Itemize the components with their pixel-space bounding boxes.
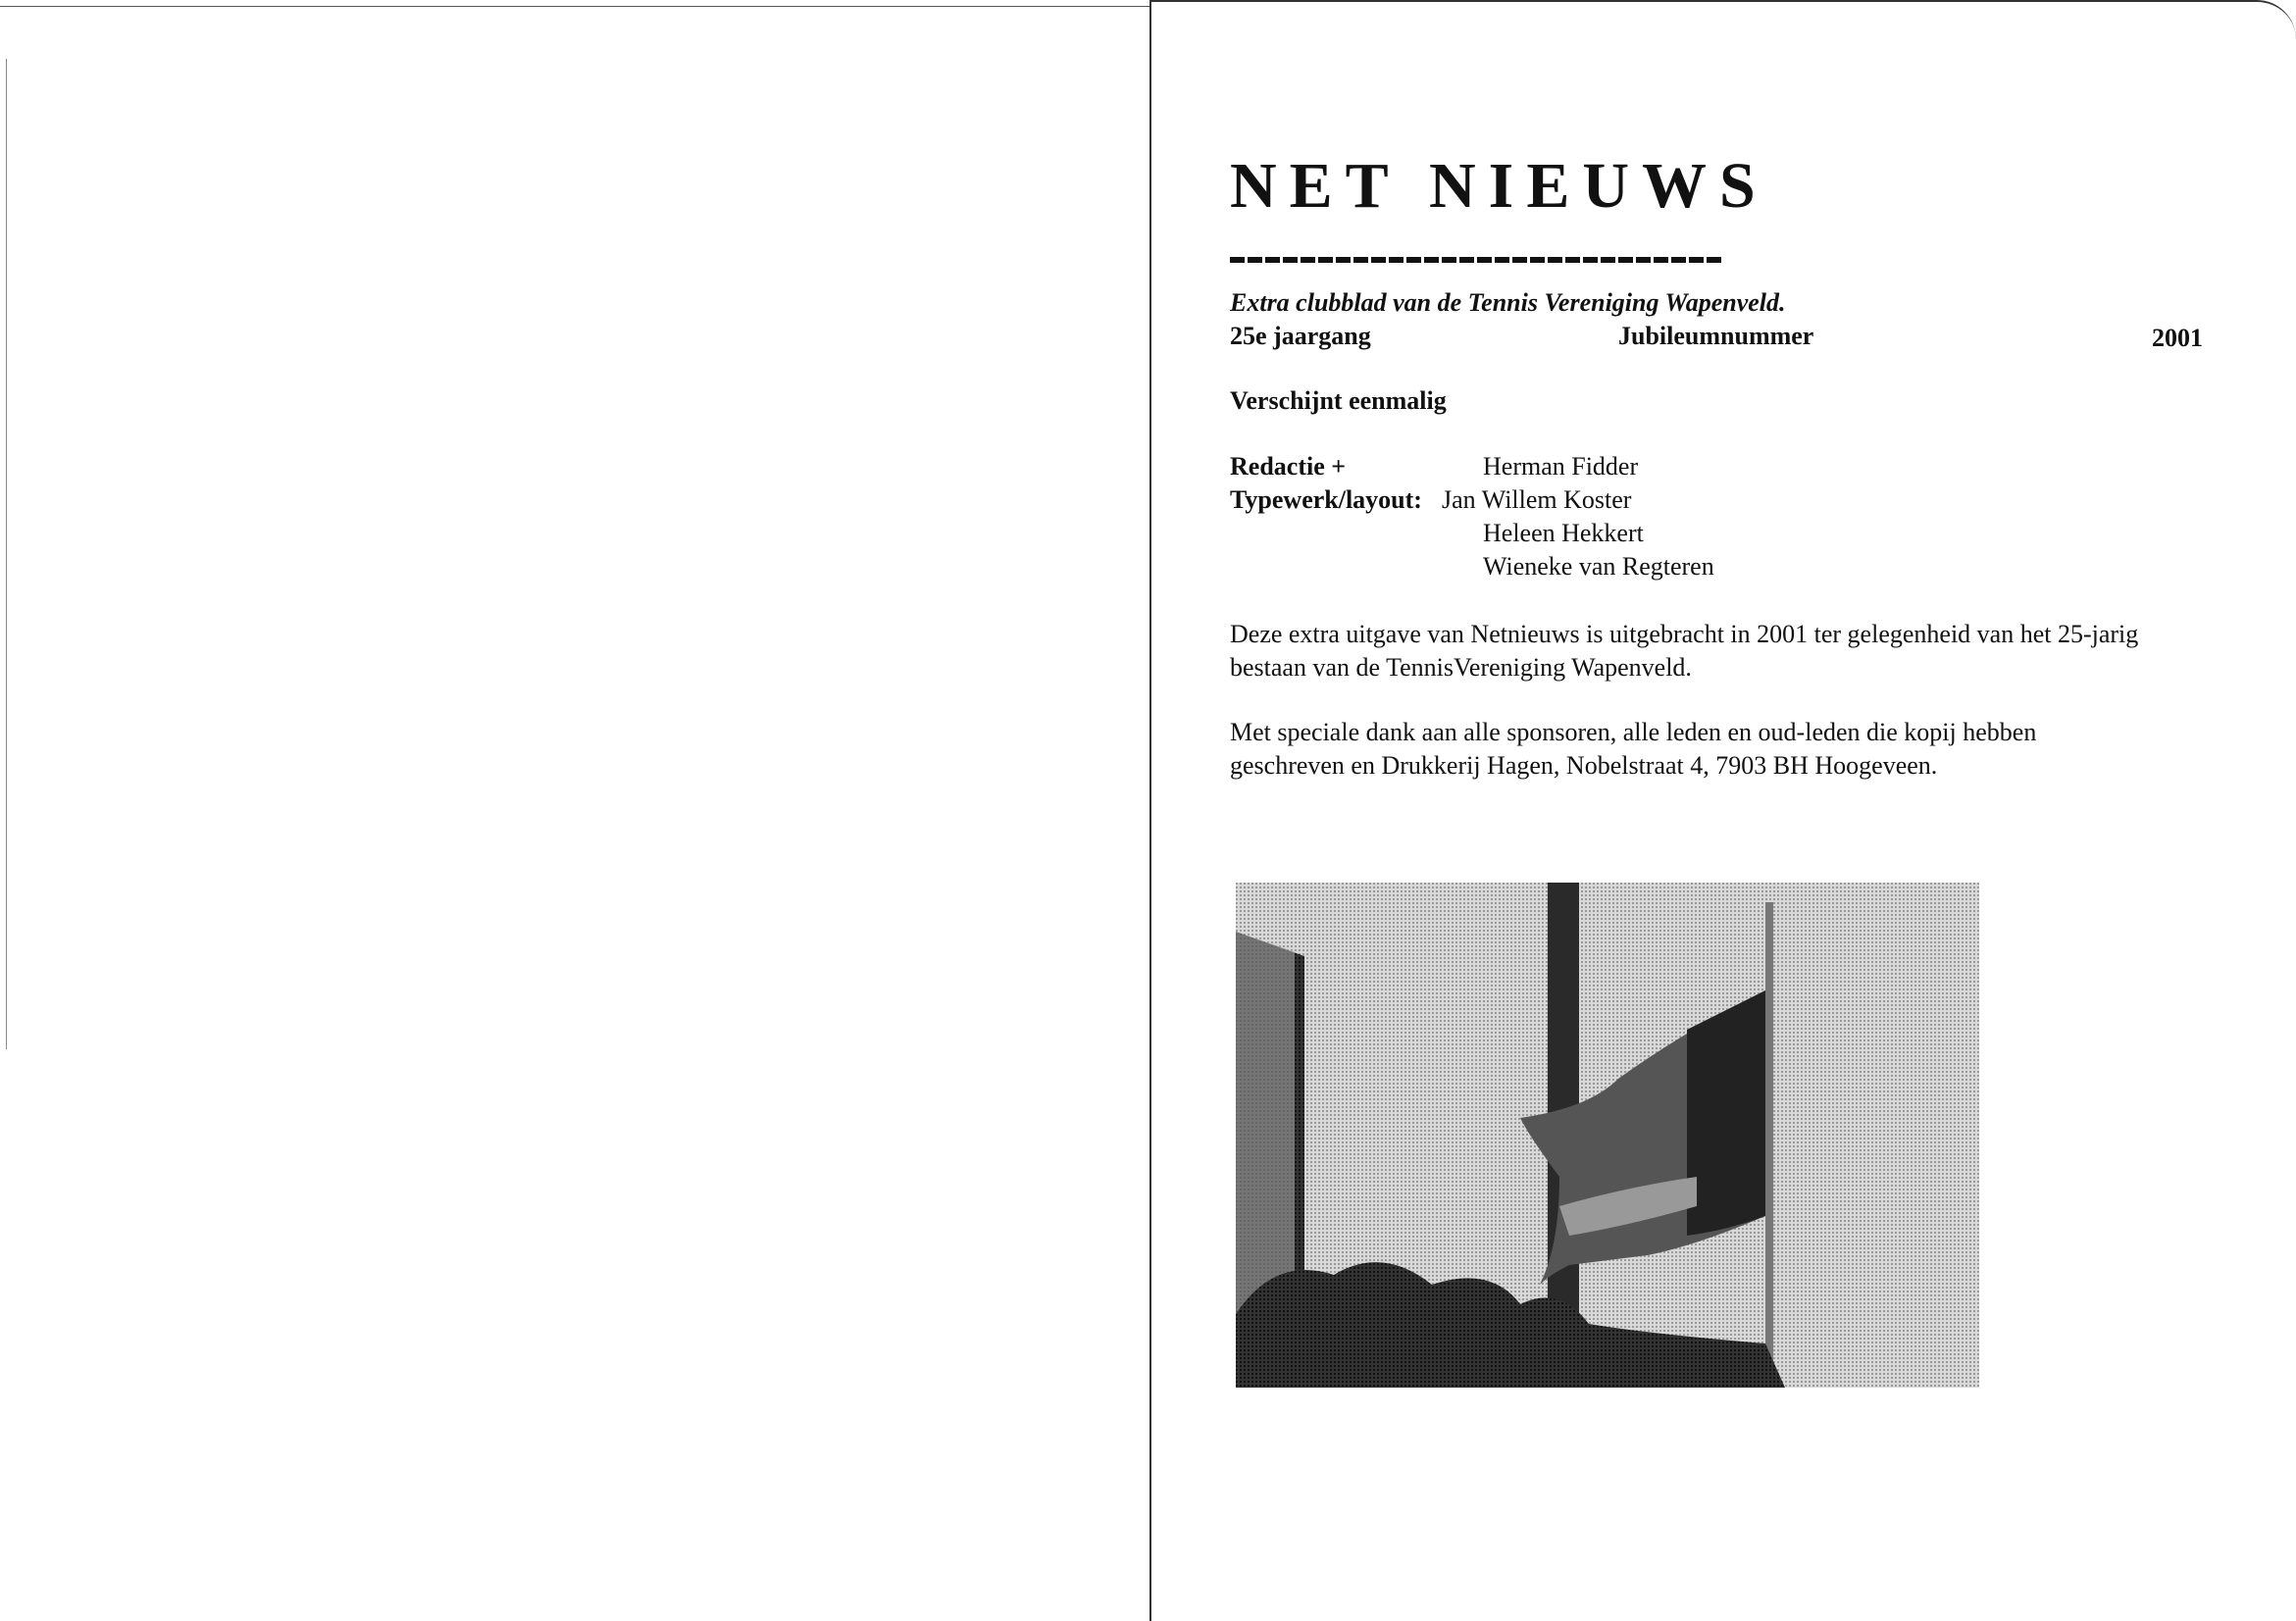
title-underline [1230,257,1722,263]
credit-name: Herman Fidder [1483,452,1639,481]
frequency: Verschijnt eenmalig [1230,386,1447,415]
credits-label-1: Redactie + [1230,452,1347,481]
paragraph-line: bestaan van de TennisVereniging Wapenveld. [1230,653,1692,682]
page-edge-top-left [0,6,1149,7]
paragraph-line: Deze extra uitgave van Netnieuws is uitgebracht in 2001 ter gelegenheid van het 25-jarig [1230,620,2139,648]
page-edge-top-right [1149,0,2296,41]
page-title: NET NIEUWS [1230,150,1768,222]
credit-name: Jan Willem Koster [1442,485,1632,514]
page-edge-left [6,59,7,1049]
credit-name: Wieneke van Regteren [1483,552,1714,581]
year: 2001 [2152,324,2203,352]
volume: 25e jaargang [1230,322,1371,350]
paragraph-line: geschreven en Drukkerij Hagen, Nobelstraat 4, 7903 BH Hoogeveen. [1230,751,1938,780]
edition: Jubileumnummer [1618,322,1814,350]
flag-photo [1236,883,1979,1388]
page-fold [1149,0,1151,1621]
credit-name: Heleen Hekkert [1483,519,1644,547]
credits-label-2: Typewerk/layout: [1230,485,1422,514]
paragraph-line: Met speciale dank aan alle sponsoren, alle leden en oud-leden die kopij hebben [1230,718,2037,746]
subtitle: Extra clubblad van de Tennis Vereniging Wapenveld. [1230,288,1786,317]
